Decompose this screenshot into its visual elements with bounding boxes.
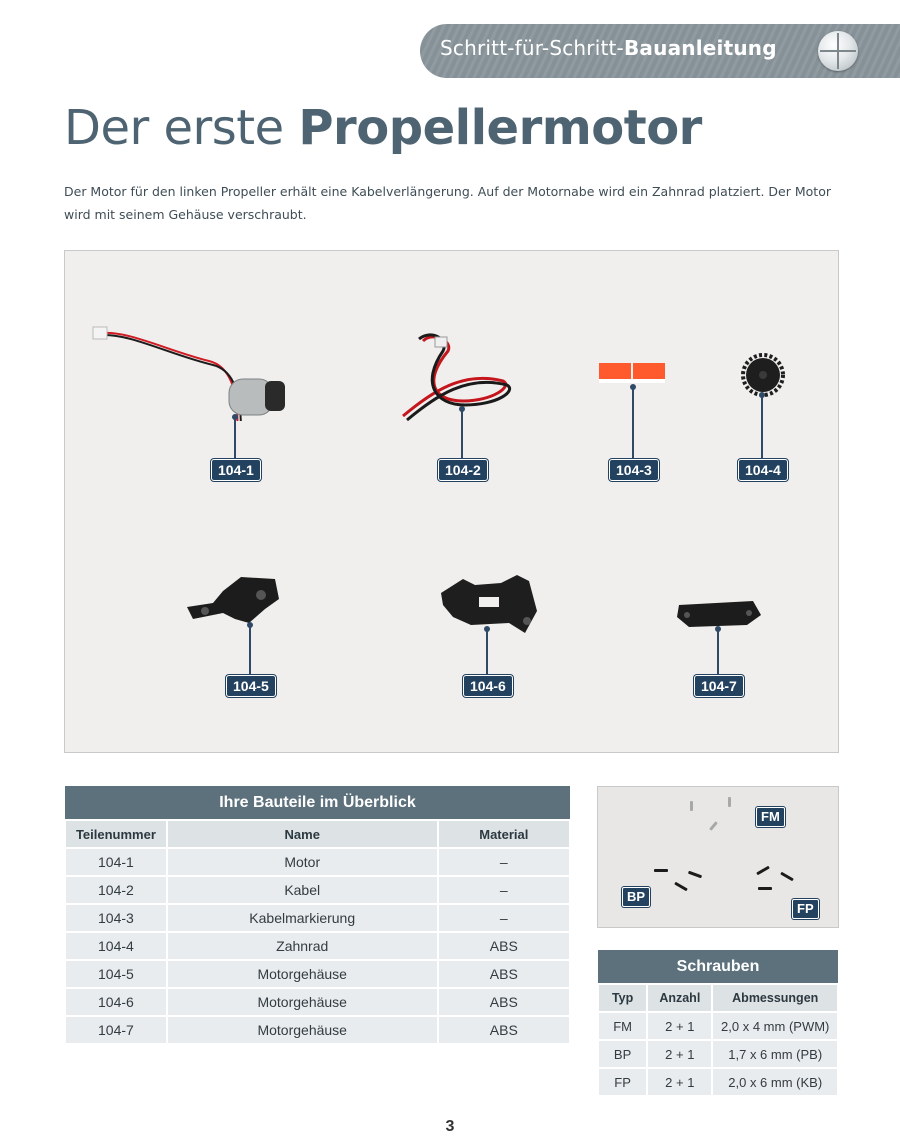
- screw-fp: [780, 872, 794, 882]
- part-label-104-1: 104-1: [211, 459, 261, 481]
- cell: 104-6: [65, 988, 167, 1016]
- cell: –: [438, 876, 570, 904]
- cell: 2,0 x 4 mm (PWM): [712, 1012, 838, 1040]
- cell: BP: [598, 1040, 647, 1068]
- cell: 2,0 x 6 mm (KB): [712, 1068, 838, 1096]
- screw-label-bp: BP: [622, 887, 650, 907]
- cell: 2 + 1: [647, 1068, 712, 1096]
- cell: Motorgehäuse: [167, 988, 438, 1016]
- cell: FP: [598, 1068, 647, 1096]
- parts-photo: [64, 250, 839, 753]
- table-row: [598, 1040, 838, 1068]
- cell: Zahnrad: [167, 932, 438, 960]
- header-banner: [420, 24, 900, 78]
- column-header: Name: [167, 820, 438, 848]
- table-row: [65, 932, 570, 960]
- cell: Motor: [167, 848, 438, 876]
- cell: 104-3: [65, 904, 167, 932]
- cell: Motorgehäuse: [167, 1016, 438, 1044]
- part-label-104-4: 104-4: [738, 459, 788, 481]
- intro-text: Der Motor für den linken Propeller erhält eine Kabelverlängerung. Auf der Motornabe wird ein Zahnrad platziert. Der Motor wird mit seinem Gehäuse verschraubt.: [64, 184, 831, 222]
- cell: 2 + 1: [647, 1040, 712, 1068]
- table-row: [598, 1012, 838, 1040]
- cell: 104-1: [65, 848, 167, 876]
- motor-image: [89, 301, 289, 421]
- screws-table-caption: Schrauben: [598, 950, 838, 984]
- cell: –: [438, 904, 570, 932]
- cable-image: [393, 321, 523, 431]
- screw-bp: [674, 882, 688, 892]
- leader-line: [249, 625, 251, 675]
- cell: Kabel: [167, 876, 438, 904]
- cell: ABS: [438, 988, 570, 1016]
- leader-line: [632, 387, 634, 459]
- part-label-104-3: 104-3: [609, 459, 659, 481]
- screw-bp: [688, 871, 702, 879]
- cell: 104-5: [65, 960, 167, 988]
- column-header: Abmessungen: [712, 984, 838, 1012]
- cell: –: [438, 848, 570, 876]
- leader-line: [717, 629, 719, 675]
- column-header: Teilenummer: [65, 820, 167, 848]
- leader-line: [234, 417, 236, 459]
- cell: 2 + 1: [647, 1012, 712, 1040]
- page-number: 3: [445, 1118, 455, 1135]
- cell: Motorgehäuse: [167, 960, 438, 988]
- cell: FM: [598, 1012, 647, 1040]
- screws-photo: [597, 786, 839, 928]
- table-row: [65, 848, 570, 876]
- cell: ABS: [438, 960, 570, 988]
- cell: Kabelmarkierung: [167, 904, 438, 932]
- screw-bp: [654, 869, 668, 872]
- globe-icon: [818, 31, 858, 71]
- table-row: [65, 1016, 570, 1044]
- cable-marker-image: [599, 361, 669, 385]
- table-row: [65, 960, 570, 988]
- part-label-104-7: 104-7: [694, 675, 744, 697]
- column-header: Anzahl: [647, 984, 712, 1012]
- housing-a-image: [183, 573, 293, 629]
- cell: 104-7: [65, 1016, 167, 1044]
- leader-line: [461, 409, 463, 459]
- screw-fm: [709, 821, 718, 831]
- screw-fm: [728, 797, 731, 807]
- banner-title: Schritt-für-Schritt-Bauanleitung: [440, 36, 777, 60]
- table-row: [65, 904, 570, 932]
- screw-fp: [758, 887, 772, 890]
- cell: ABS: [438, 932, 570, 960]
- part-label-104-6: 104-6: [463, 675, 513, 697]
- screws-table: [597, 950, 839, 1097]
- part-label-104-2: 104-2: [438, 459, 488, 481]
- parts-table: [64, 786, 571, 1045]
- column-header: Typ: [598, 984, 647, 1012]
- cell: 104-4: [65, 932, 167, 960]
- parts-table-caption: Ihre Bauteile im Überblick: [65, 786, 570, 820]
- leader-line: [761, 395, 763, 459]
- leader-line: [486, 629, 488, 675]
- table-row: [65, 876, 570, 904]
- column-header: Material: [438, 820, 570, 848]
- table-row: [65, 988, 570, 1016]
- part-label-104-5: 104-5: [226, 675, 276, 697]
- cell: 104-2: [65, 876, 167, 904]
- screw-fp: [756, 866, 770, 876]
- table-row: [598, 1068, 838, 1096]
- cell: 1,7 x 6 mm (PB): [712, 1040, 838, 1068]
- gear-image: [741, 353, 785, 397]
- cell: ABS: [438, 1016, 570, 1044]
- page-title: Der erste Propellermotor: [64, 100, 702, 156]
- screw-label-fp: FP: [792, 899, 819, 919]
- screw-label-fm: FM: [756, 807, 785, 827]
- screw-fm: [690, 801, 693, 811]
- housing-b-image: [435, 573, 545, 641]
